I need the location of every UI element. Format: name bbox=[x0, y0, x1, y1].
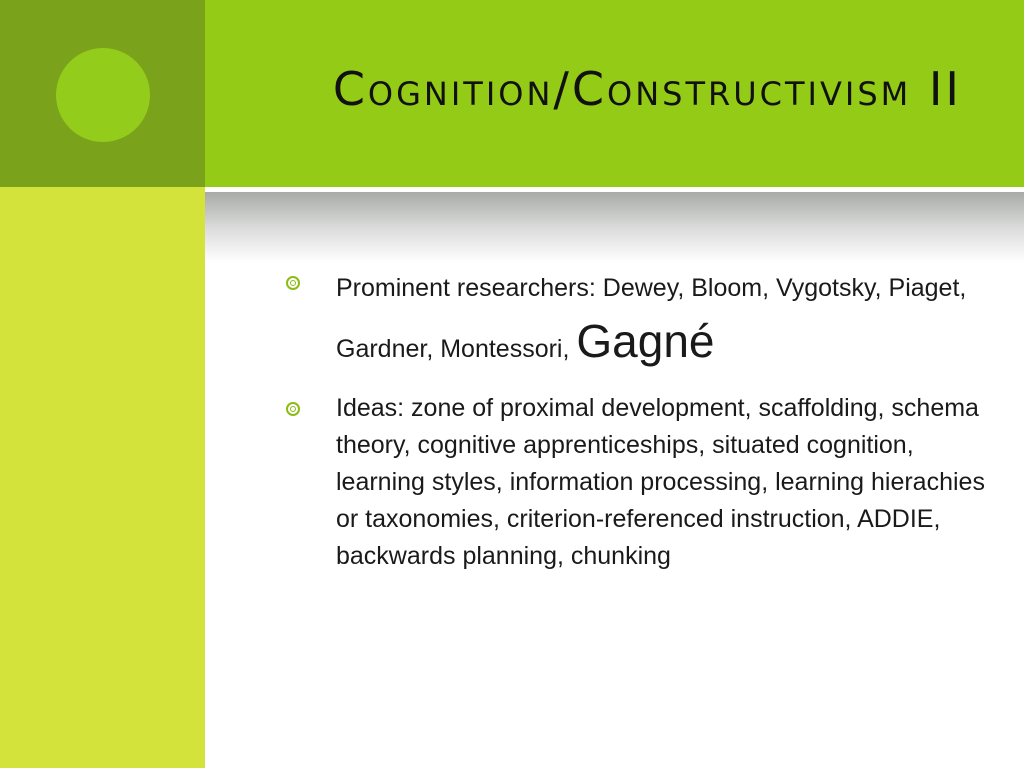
title-shadow bbox=[205, 192, 1024, 262]
bullet-emphasis: Gagné bbox=[576, 315, 715, 367]
bullet-text: Prominent researchers: Dewey, Bloom, Vygotsky, Piaget, Gardner, Montessori, bbox=[336, 274, 967, 363]
circle-decoration-icon bbox=[56, 48, 150, 142]
bullet-target-icon bbox=[286, 402, 300, 416]
bullet-text: Ideas: zone of proximal development, scaffolding, schema theory, cognitive apprenticeships, situated cognition, learning styles, information processing, learning hierachies or taxonomies, criterion-referenced instruction, ADDIE, backwards planning, chunking bbox=[336, 394, 985, 570]
slide-content bbox=[286, 262, 986, 575]
bullet-target-icon bbox=[286, 276, 300, 290]
slide-title: Cognition/Constructivism II bbox=[332, 62, 962, 116]
title-bar bbox=[205, 0, 1024, 187]
bullet-item-researchers bbox=[286, 262, 986, 376]
corner-decoration bbox=[0, 0, 205, 187]
sidebar-decoration bbox=[0, 187, 205, 768]
bullet-item-ideas bbox=[286, 390, 986, 575]
